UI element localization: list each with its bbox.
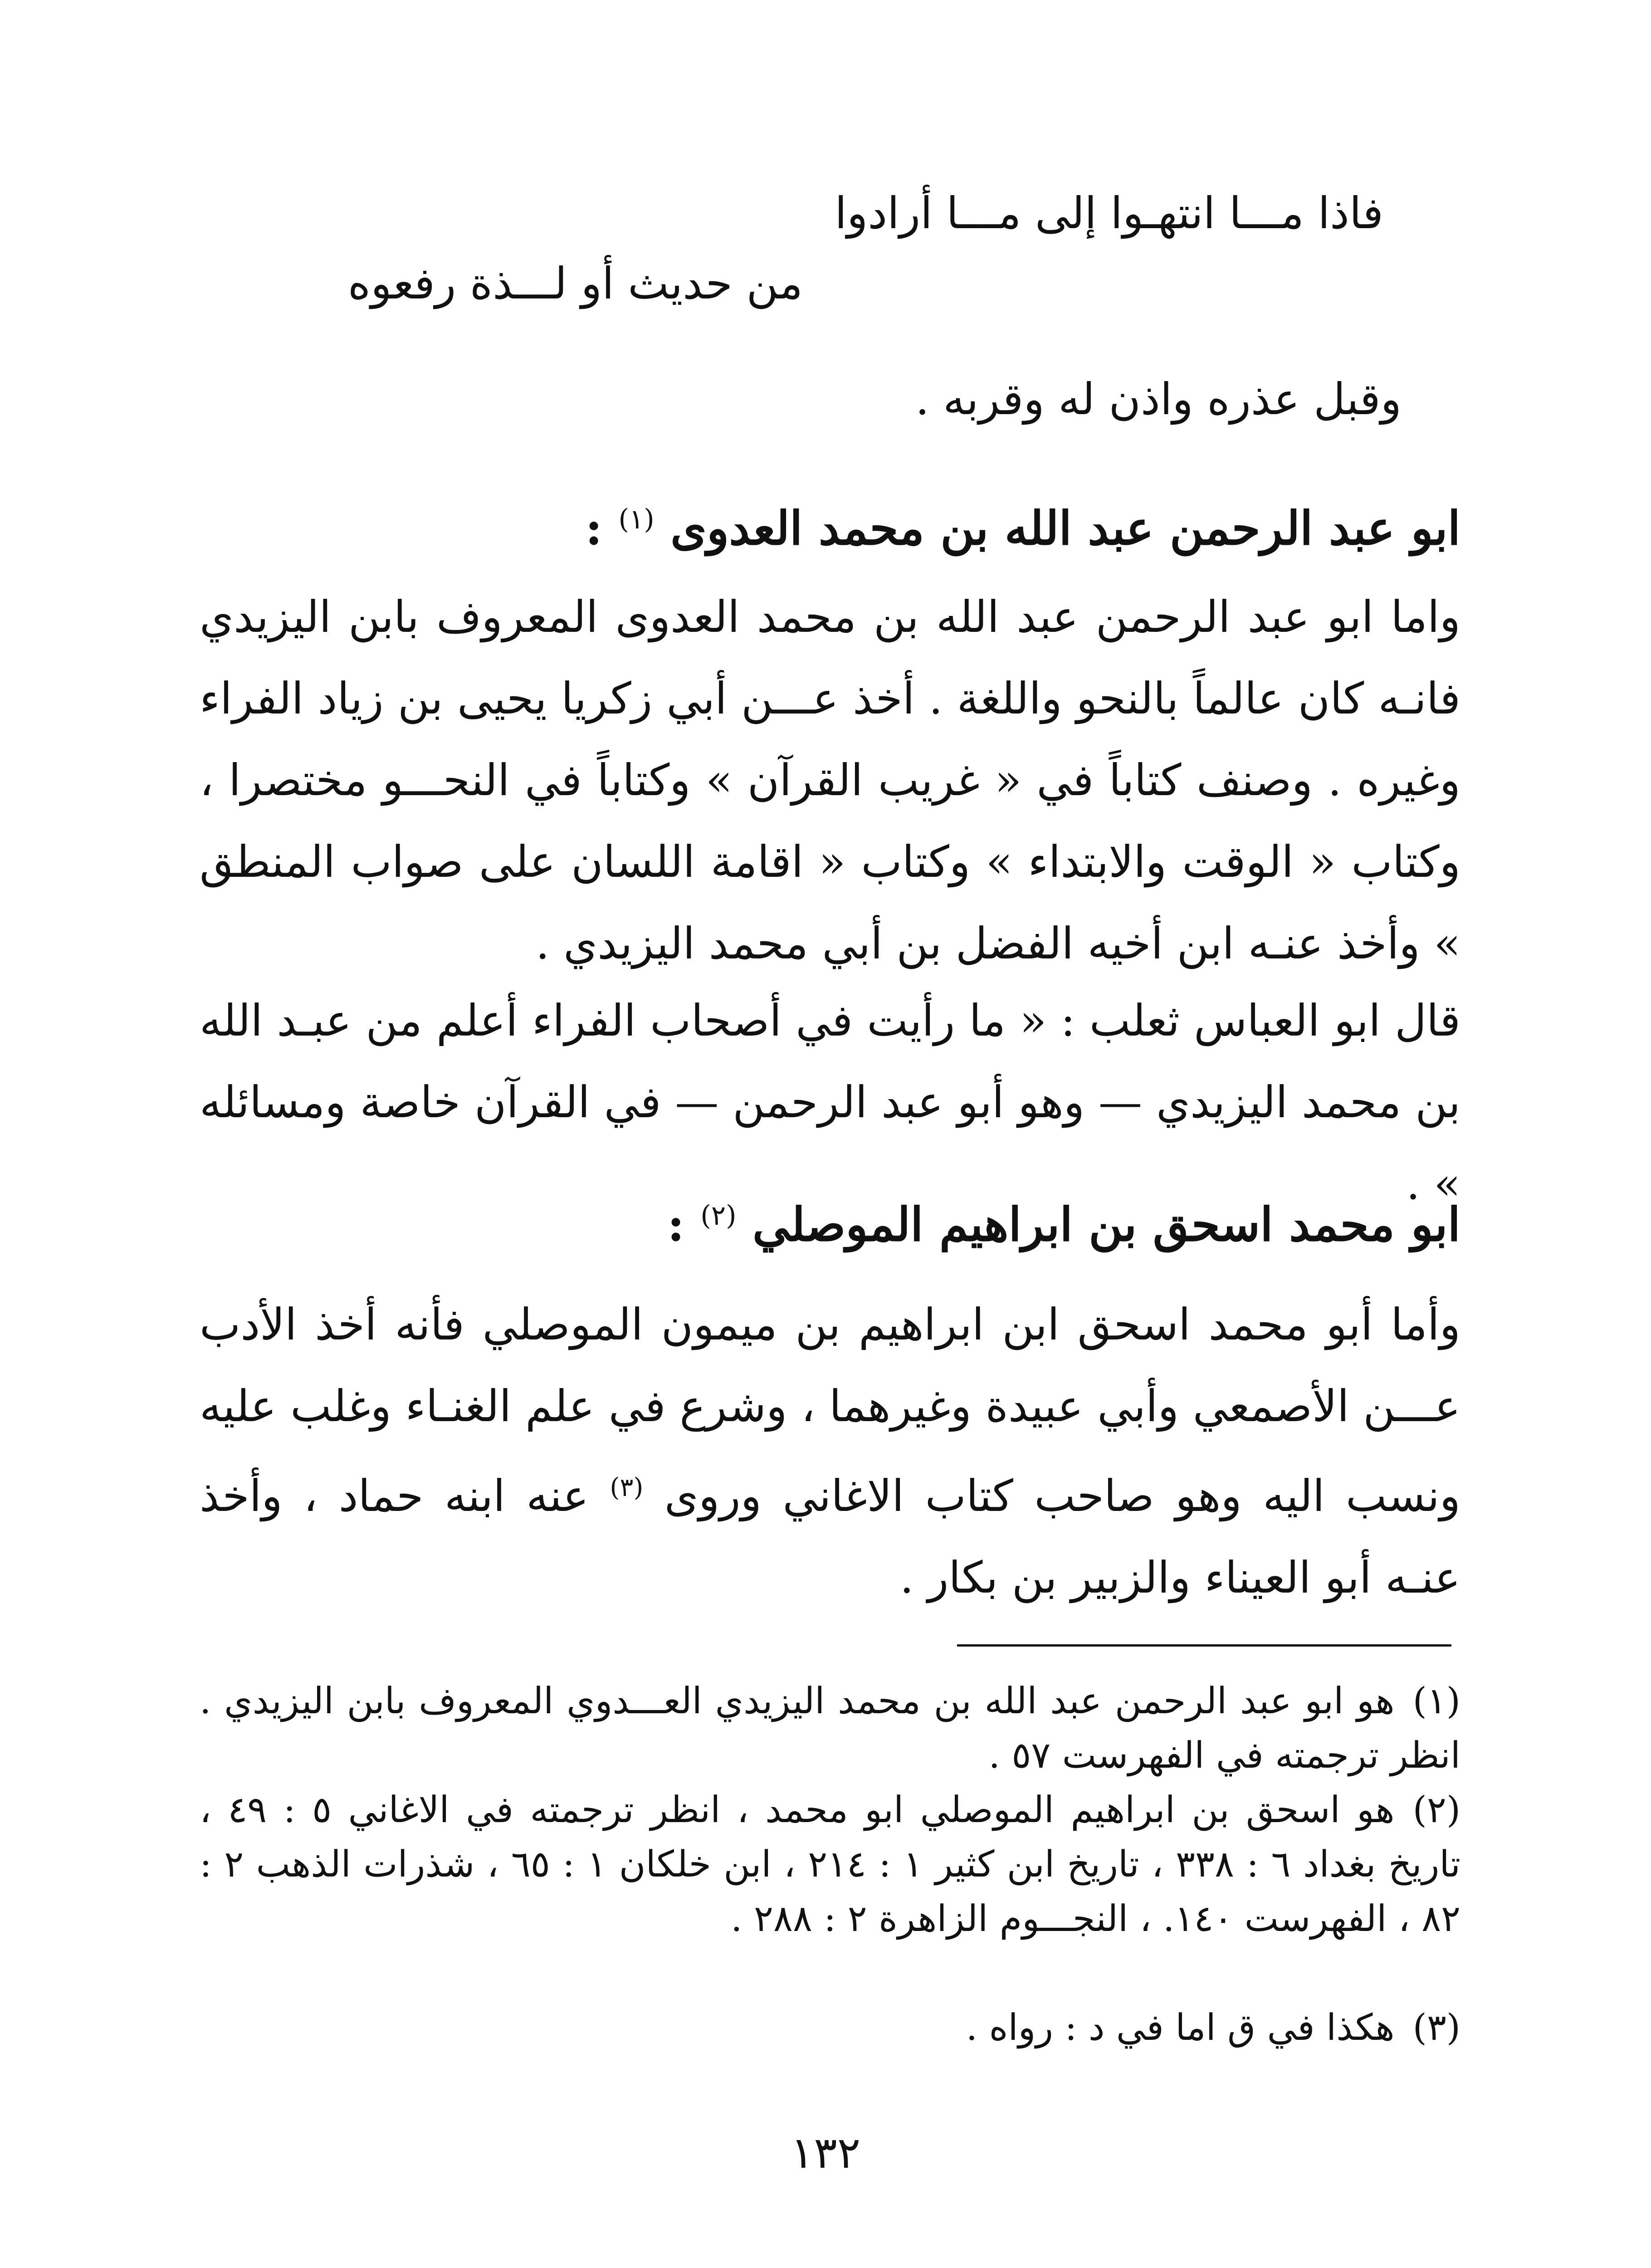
footnote-3-number: (٣) (1412, 2006, 1460, 2048)
section2-paragraph (200, 1284, 1460, 1618)
poem-line-1: فاذا مـــا انتهـوا إلى مـــا أرادوا (835, 188, 1383, 239)
section-heading-2-text: ابو محمد اسحق بن ابراهيم الموصلي (752, 1198, 1460, 1252)
footnote-2-text: هو اسحق بن ابراهيم الموصلي ابو محمد ، انظر ترجمته في الاغاني ٥ : ٤٩ ، تاريخ بغداد ٦ : ٣٣٨ ، تاريخ ابن كثير ١ : ٢١٤ ، ابن خلكان ١ : ٦٥ ، شذرات الذهب ٢ : ٨٢ ، الفهرست ١٤٠. ، النجـــوم الزاهرة ٢ : ٢٨٨ . (200, 1789, 1461, 1940)
footnote-3-text: هكذا في ق اما في د : رواه . (966, 2006, 1395, 2048)
footnote-ref-3: (٣) (610, 1473, 644, 1502)
poem-line-2: من حديث أو لـــذة رفعوه (347, 258, 803, 309)
footnote-ref-2: (٢) (700, 1200, 737, 1232)
section-heading-1 (585, 485, 1460, 562)
heading-colon: : (667, 1198, 684, 1252)
section1-paragraph-2: قال ابو العباس ثعلب : « ما رأيت في أصحاب الفراء أعلم من عبـد الله بن محمد اليزيدي — وهو أبو عبد الرحمن — في القرآن خاصة ومسائله » . (200, 995, 1460, 1209)
page-number: ١٣٢ (790, 2127, 861, 2178)
footnote-2 (200, 1783, 1460, 1946)
footnote-2-number: (٢) (1412, 1789, 1461, 1831)
footnote-3 (200, 2000, 1460, 2055)
section1-paragraph-1: واما ابو عبد الرحمن عبد الله بن محمد العدوى المعروف بابن اليزيدي فانـه كان عالماً بالنحو واللغة . أخذ عـــن أبي زكريا يحيى بن زياد الفراء وغيره . وصنف كتاباً في « غريب القرآن » وكتاباً في النحـــو مختصرا ، وكتاب « الوقت والابتداء » وكتاب « اقامة اللسان على صواب المنطق » وأخذ عنـه ابن أخيه الفضل بن أبي محمد اليزيدي . (200, 591, 1460, 969)
intro-line: وقبل عذره واذن له وقربه . (915, 374, 1402, 425)
section2-paragraph-text-b: عنه ابنه حماد ، وأخذ عنـه أبو العيناء والزبير بن بكار . (200, 1471, 1460, 1603)
footnote-1-number: (١) (1412, 1680, 1460, 1722)
footnote-ref-1: (١) (618, 503, 655, 535)
footnote-1-text: هو ابو عبد الرحمن عبد الله بن محمد اليزيدي العـــدوي المعروف بابن اليزيدي . انظر ترجمته في الفهرست ٥٧ . (200, 1680, 1460, 1776)
footnote-divider (957, 1644, 1451, 1647)
heading-colon: : (585, 501, 603, 556)
footnote-1 (200, 1674, 1460, 1783)
section-heading-2 (667, 1182, 1460, 1259)
section-heading-1-text: ابو عبد الرحمن عبد الله بن محمد العدوى (670, 501, 1460, 556)
section2-paragraph-text-a: وأما أبو محمد اسحق ابن ابراهيم بن ميمون الموصلي فأنه أخذ الأدب عـــن الأصمعي وأبي عبيدة وغيرهما ، وشرع في علم الغنـاء وغلب عليه ونسب اليه وهو صاحب كتاب الاغاني وروى (200, 1299, 1461, 1521)
